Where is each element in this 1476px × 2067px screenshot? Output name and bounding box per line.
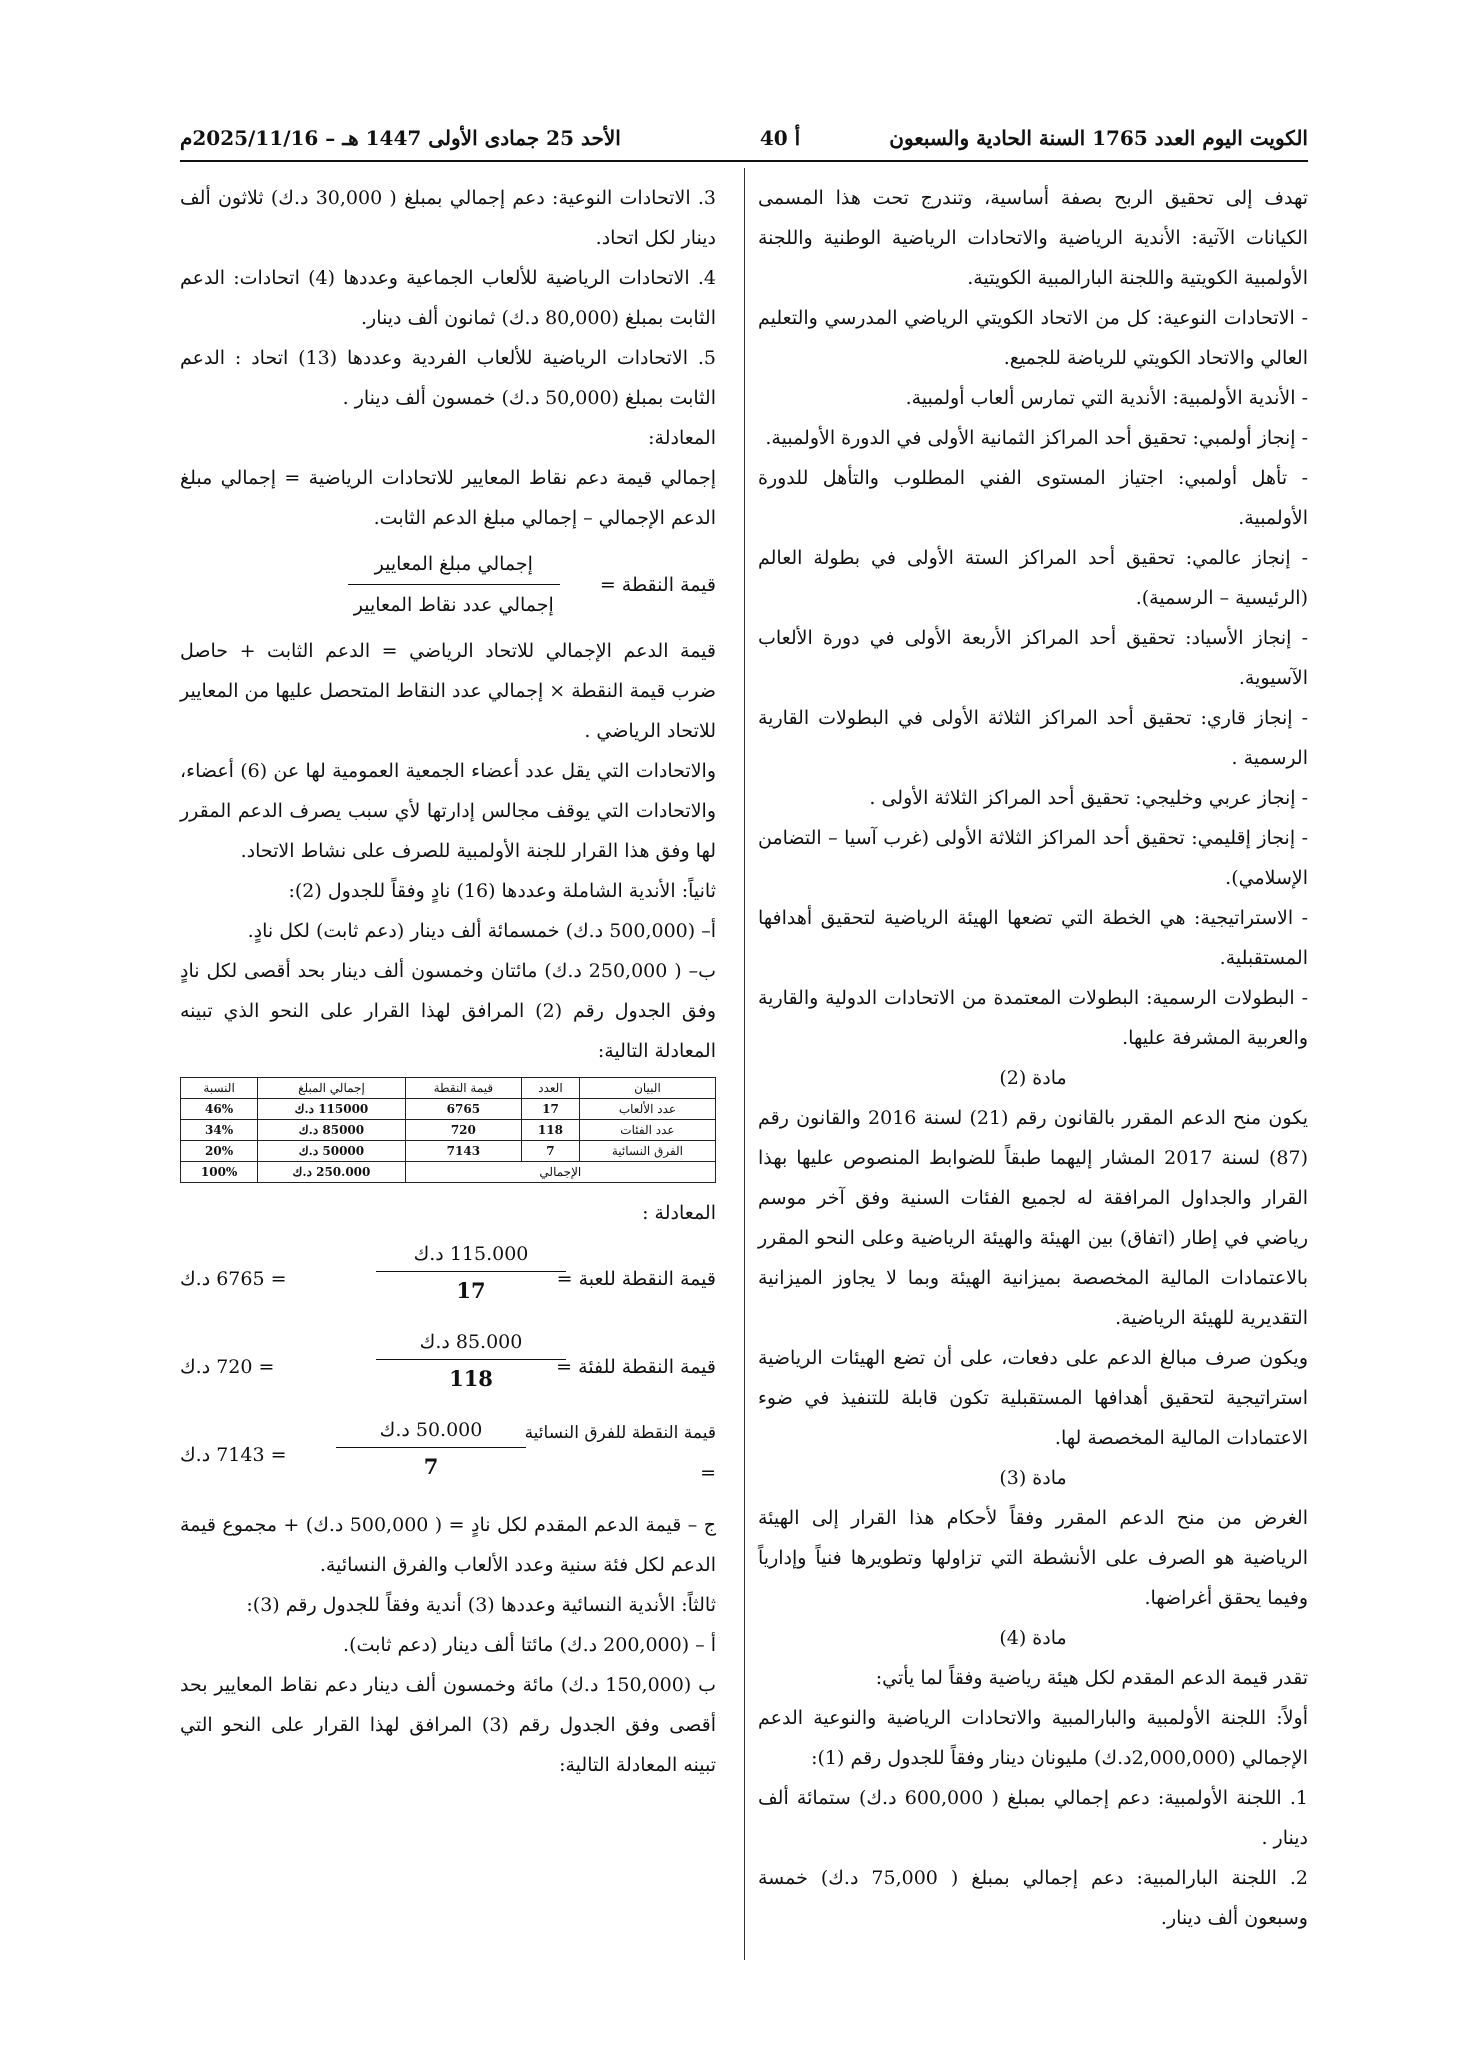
formula-denominator: إجمالي عدد نقاط المعايير [353, 594, 554, 616]
table-header: البيان [579, 1078, 715, 1099]
gazette-issue: الكويت اليوم العدد 1765 السنة الحادية والسبعون [889, 126, 1308, 150]
equation-fraction [376, 1237, 566, 1310]
formula-label: قيمة النقطة = [599, 573, 716, 596]
definition-item: - إنجاز قاري: تحقيق أحد المراكز الثلاثة الأولى في البطولات القارية الرسمية . [758, 707, 1308, 769]
header-divider [180, 160, 1308, 162]
equation-numerator: 115.000 د.ك [376, 1237, 566, 1272]
list-item: ب (150,000 د.ك) مائة وخمسون ألف دينار دعم نقاط المعايير بحد أقصى وفق الجدول رقم (3) المرافق لهذا القرار على النحو التي تبينه المعادلة التالية: [180, 1674, 716, 1776]
table-cell: 7143 [405, 1141, 521, 1162]
table-cell: الإجمالي [405, 1162, 715, 1183]
equation-result: = 720 د.ك [180, 1356, 275, 1378]
page-number: أ 40 [759, 126, 801, 150]
paragraph: ثانياً: الأندية الشاملة وعددها (16) نادٍ وفقاً للجدول (2): [288, 880, 716, 902]
equation-denominator: 17 [456, 1278, 486, 1303]
table-cell: 118 [522, 1120, 580, 1141]
table-header: قيمة النقطة [405, 1078, 521, 1099]
paragraph: والاتحادات التي يقل عدد أعضاء الجمعية العمومية لها عن (6) أعضاء، والاتحادات التي يوقف مجالس إدارتها لأي سبب يصرف الدعم المقرر لها وفق هذا القرار للجنة الأولمبية للصرف على نشاط الاتحاد. [180, 760, 716, 862]
equation-women-teams [180, 1409, 716, 1505]
list-item: 1. اللجنة الأولمبية: دعم إجمالي بمبلغ ( 600,000 د.ك) ستمائة ألف دينار . [758, 1787, 1308, 1849]
equation-result: = 6765 د.ك [180, 1268, 287, 1290]
definition-item: - الأندية الأولمبية: الأندية التي تمارس ألعاب أولمبية. [905, 387, 1308, 409]
list-item: أ– (500,000 د.ك) خمسمائة ألف دينار (دعم ثابت) لكل نادٍ. [247, 920, 716, 942]
paragraph: تقدر قيمة الدعم المقدم لكل هيئة رياضية وفقاً لما يأتي: [875, 1667, 1308, 1689]
paragraph: أولاً: اللجنة الأولمبية والبارالمبية والاتحادات الرياضية والنوعية الدعم الإجمالي (2,000,000د.ك) مليونان دينار وفقاً للجدول رقم (1): [758, 1707, 1308, 1769]
table-cell: 720 [405, 1120, 521, 1141]
definition-item: - إنجاز إقليمي: تحقيق أحد المراكز الثلاثة الأولى (غرب آسيا – التضامن الإسلامي). [758, 827, 1308, 889]
table-cell: 100% [181, 1162, 258, 1183]
equation-numerator: 50.000 د.ك [336, 1413, 526, 1448]
paragraph: تهدف إلى تحقيق الربح بصفة أساسية، وتندرج تحت هذا المسمى الكيانات الآتية: الأندية الرياضية والاتحادات الرياضية الوطنية واللجنة الأولمبية الكويتية واللجنة البارالمبية الكويتية. [758, 187, 1308, 289]
equation-label: قيمة النقطة للفئة = [556, 1356, 716, 1378]
equation-result: = 7143 د.ك [180, 1444, 287, 1466]
article-heading: مادة (2) [999, 1067, 1067, 1089]
equation-numerator: 85.000 د.ك [376, 1325, 566, 1360]
definition-item: - البطولات الرسمية: البطولات المعتمدة من الاتحادات الدولية والقارية والعربية المشرفة عليها. [758, 987, 1308, 1049]
table-cell: 20% [181, 1141, 258, 1162]
table-cell: 115000 د.ك [258, 1099, 406, 1120]
paragraph: قيمة الدعم الإجمالي للاتحاد الرياضي = الدعم الثابت + حاصل ضرب قيمة النقطة × إجمالي عدد النقاط المتحصل عليها من المعايير للاتحاد الرياضي . [180, 640, 716, 742]
paragraph: ويكون صرف مبالغ الدعم على دفعات، على أن تضع الهيئات الرياضية استراتيجية لتحقيق أهدافها المستقبلية تكون قابلة للتنفيذ في ضوء الاعتمادات المالية المخصصة لها. [758, 1347, 1308, 1449]
definition-item: - تأهل أولمبي: اجتياز المستوى الفني المطلوب والتأهل للدورة الأولمبية. [758, 467, 1308, 529]
table-cell: 46% [181, 1099, 258, 1120]
table-row [181, 1141, 716, 1162]
table-row [181, 1099, 716, 1120]
table-cell: 7 [522, 1141, 580, 1162]
list-item: 5. الاتحادات الرياضية للألعاب الفردية وعددها (13) اتحاد : الدعم الثابت بمبلغ (50,000 د.ك) خمسون ألف دينار . [180, 347, 716, 409]
table-header: النسبة [181, 1078, 258, 1099]
equation-label: قيمة النقطة للفرق النسائية [524, 1423, 716, 1443]
equation-fraction [376, 1325, 566, 1398]
table-cell: عدد الألعاب [579, 1099, 715, 1120]
definition-item: - الاستراتيجية: هي الخطة التي تضعها الهيئة الرياضية لتحقيق أهدافها المستقبلية. [758, 907, 1308, 969]
equation-game [180, 1233, 716, 1321]
list-item: 2. اللجنة البارالمبية: دعم إجمالي بمبلغ ( 75,000 د.ك) خمسة وسبعون ألف دينار. [758, 1867, 1308, 1929]
paragraph: الغرض من منح الدعم المقرر وفقاً لأحكام هذا القرار إلى الهيئة الرياضية هو الصرف على الأنشطة التي تزاولها وتطويرها فنياً وإدارياً وفيما يحقق أغراضها. [758, 1507, 1308, 1609]
equation-equals: = [700, 1462, 716, 1484]
list-item: أ – (200,000 د.ك) مائتا ألف دينار (دعم ثابت). [343, 1634, 716, 1656]
table-cell: 17 [522, 1099, 580, 1120]
table-header-row [181, 1078, 716, 1099]
table-cell: 50000 د.ك [258, 1141, 406, 1162]
list-item: 4. الاتحادات الرياضية للألعاب الجماعية وعددها (4) اتحادات: الدعم الثابت بمبلغ (80,000 د.ك) ثمانون ألف دينار. [180, 267, 716, 329]
list-item: 3. الاتحادات النوعية: دعم إجمالي بمبلغ ( 30,000 د.ك) ثلاثون ألف دينار لكل اتحاد. [180, 187, 716, 249]
paragraph: ج – قيمة الدعم المقدم لكل نادٍ = ( 500,000 د.ك) + مجموع قيمة الدعم لكل فئة سنية وعدد الألعاب والفرق النسائية. [180, 1514, 716, 1576]
article-heading: مادة (3) [999, 1467, 1067, 1489]
equation-fraction [336, 1413, 526, 1486]
equation-denominator: 118 [449, 1366, 493, 1391]
table-cell: 250.000 د.ك [258, 1162, 406, 1183]
point-value-formula [180, 544, 716, 625]
column-divider [744, 168, 745, 1960]
definition-item: - إنجاز عالمي: تحقيق أحد المراكز الستة الأولى في بطولة العالم (الرئيسية – الرسمية). [758, 547, 1308, 609]
table-cell: الفرق النسائية [579, 1141, 715, 1162]
equation-category [180, 1321, 716, 1409]
table-cell: عدد الفئات [579, 1120, 715, 1141]
list-item: ب– ( 250,000 د.ك) مائتان وخمسون ألف دينار بحد أقصى لكل نادٍ وفق الجدول رقم (2) المرافق لهذا القرار على النحو الذي تبينه المعادلة التالية: [180, 960, 716, 1062]
equation-label: قيمة النقطة للعبة = [556, 1268, 716, 1290]
definition-item: - إنجاز عربي وخليجي: تحقيق أحد المراكز الثلاثة الأولى . [869, 787, 1308, 809]
equation-heading: المعادلة : [642, 1202, 716, 1224]
support-table [180, 1077, 716, 1183]
formula-fraction [348, 544, 560, 625]
definition-item: - إنجاز الأسياد: تحقيق أحد المراكز الأربعة الأولى في دورة الألعاب الآسيوية. [758, 627, 1308, 689]
right-column [758, 178, 1308, 1938]
paragraph: يكون منح الدعم المقرر بالقانون رقم (21) لسنة 2016 والقانون رقم (87) لسنة 2017 المشار إليهما طبقاً للضوابط المنصوص عليها بهذا القرار والجداول المرافقة له لجميع الفئات السنية وفق آخر موسم رياضي في إطار (اتفاق) بين الهيئة والهيئة الرياضية وعلى النحو المقرر بالاعتمادات المالية المخصصة بميزانية الهيئة وبما لا يجاوز الميزانية التقديرية للهيئة الرياضية. [758, 1107, 1308, 1329]
equation-denominator: 7 [423, 1454, 439, 1479]
table-cell: 34% [181, 1120, 258, 1141]
definition-item: - إنجاز أولمبي: تحقيق أحد المراكز الثمانية الأولى في الدورة الأولمبية. [765, 427, 1308, 449]
table-cell: 85000 د.ك [258, 1120, 406, 1141]
table-cell: 6765 [405, 1099, 521, 1120]
table-header: إجمالي المبلغ [258, 1078, 406, 1099]
table-header: العدد [522, 1078, 580, 1099]
equation-heading: المعادلة: [648, 427, 716, 449]
formula-numerator: إجمالي مبلغ المعايير [348, 544, 560, 585]
issue-date: الأحد 25 جمادى الأولى 1447 هـ – 2025/11/16م [180, 126, 621, 150]
table-row [181, 1120, 716, 1141]
definition-item: - الاتحادات النوعية: كل من الاتحاد الكويتي الرياضي المدرسي والتعليم العالي والاتحاد الكويتي للرياضة للجميع. [758, 307, 1308, 369]
article-heading: مادة (4) [999, 1627, 1067, 1649]
table-total-row [181, 1162, 716, 1183]
paragraph: ثالثاً: الأندية النسائية وعددها (3) أندية وفقاً للجدول رقم (3): [246, 1594, 716, 1616]
page-header [180, 120, 1308, 160]
left-column [180, 178, 716, 1785]
paragraph: إجمالي قيمة دعم نقاط المعايير للاتحادات الرياضية = إجمالي مبلغ الدعم الإجمالي – إجمالي مبلغ الدعم الثابت. [180, 467, 716, 529]
